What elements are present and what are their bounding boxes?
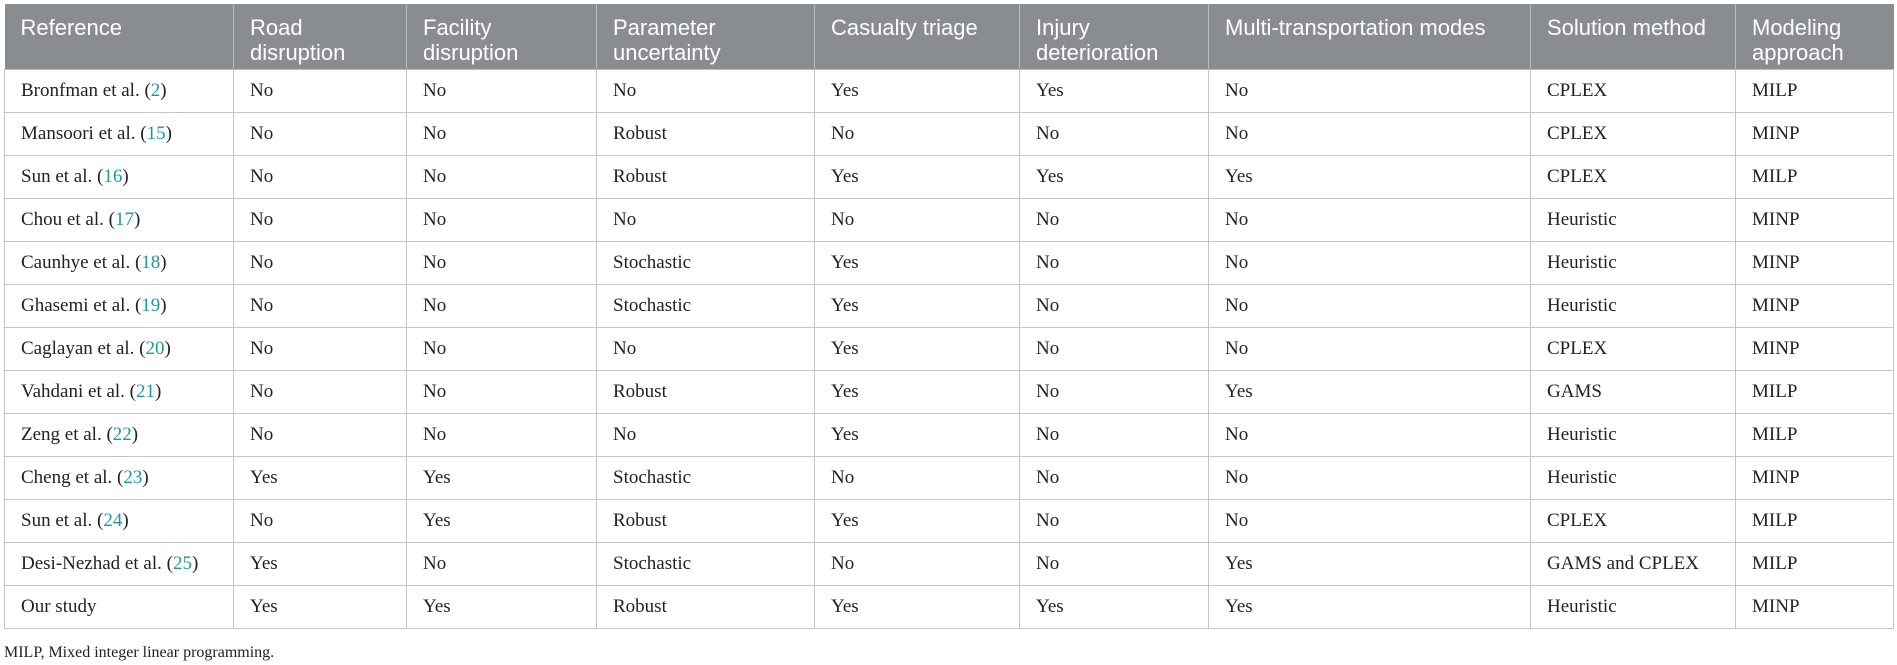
cell-solution-method: CPLEX — [1531, 156, 1736, 199]
cell-multi-transportation-modes: No — [1209, 414, 1531, 457]
cell-road-disruption: No — [234, 113, 407, 156]
cell-injury-deterioration: No — [1020, 113, 1209, 156]
cell-solution-method: CPLEX — [1531, 70, 1736, 113]
cell-reference — [5, 70, 234, 113]
cell-modeling-approach: MILP — [1736, 156, 1894, 199]
cell-parameter-uncertainty: Stochastic — [597, 285, 815, 328]
cell-reference — [5, 414, 234, 457]
cell-road-disruption: No — [234, 156, 407, 199]
cell-road-disruption: No — [234, 285, 407, 328]
header-reference: Reference — [5, 4, 234, 70]
header-casualty-triage: Casualty triage — [815, 4, 1020, 70]
reference-author: Cheng et al. ( — [21, 467, 124, 488]
cell-reference — [5, 371, 234, 414]
citation-link[interactable]: 23 — [123, 467, 143, 488]
cell-modeling-approach: MINP — [1736, 457, 1894, 500]
cell-multi-transportation-modes: Yes — [1209, 156, 1531, 199]
cell-multi-transportation-modes: No — [1209, 500, 1531, 543]
cell-parameter-uncertainty: No — [597, 199, 815, 242]
cell-casualty-triage: Yes — [815, 242, 1020, 285]
reference-paren-close: ) — [133, 209, 141, 230]
cell-injury-deterioration: No — [1020, 414, 1209, 457]
cell-reference — [5, 156, 234, 199]
reference-paren-close: ) — [122, 510, 129, 531]
cell-facility-disruption: No — [407, 371, 597, 414]
cell-reference — [5, 199, 234, 242]
reference-paren-close: ) — [155, 381, 162, 402]
cell-facility-disruption: No — [407, 156, 597, 199]
cell-injury-deterioration: No — [1020, 285, 1209, 328]
cell-solution-method: CPLEX — [1531, 328, 1736, 371]
reference-author: Caunhye et al. ( — [21, 252, 142, 273]
table-row — [5, 328, 1894, 371]
cell-parameter-uncertainty: Robust — [597, 586, 815, 629]
cell-parameter-uncertainty: Robust — [597, 113, 815, 156]
cell-road-disruption: No — [234, 500, 407, 543]
cell-facility-disruption: No — [407, 543, 597, 586]
header-multi-transportation-modes: Multi-transportation modes — [1209, 4, 1531, 70]
cell-parameter-uncertainty: Robust — [597, 500, 815, 543]
reference-author: Mansoori et al. ( — [21, 123, 147, 144]
cell-road-disruption: No — [234, 328, 407, 371]
cell-facility-disruption: No — [407, 199, 597, 242]
cell-modeling-approach: MILP — [1736, 414, 1894, 457]
cell-multi-transportation-modes: No — [1209, 242, 1531, 285]
reference-author: Vahdani et al. ( — [21, 381, 137, 402]
cell-parameter-uncertainty: Robust — [597, 371, 815, 414]
cell-facility-disruption: Yes — [407, 586, 597, 629]
cell-facility-disruption: No — [407, 113, 597, 156]
cell-injury-deterioration: No — [1020, 457, 1209, 500]
cell-parameter-uncertainty: Robust — [597, 156, 815, 199]
reference-paren-close: ) — [160, 295, 167, 316]
cell-solution-method: Heuristic — [1531, 457, 1736, 500]
table-row — [5, 457, 1894, 500]
cell-modeling-approach: MILP — [1736, 500, 1894, 543]
cell-multi-transportation-modes: No — [1209, 285, 1531, 328]
cell-injury-deterioration: Yes — [1020, 70, 1209, 113]
cell-reference — [5, 543, 234, 586]
cell-modeling-approach: MINP — [1736, 199, 1894, 242]
cell-casualty-triage: Yes — [815, 414, 1020, 457]
cell-multi-transportation-modes: No — [1209, 328, 1531, 371]
reference-author: Sun et al. ( — [21, 166, 104, 187]
cell-casualty-triage: Yes — [815, 328, 1020, 371]
cell-injury-deterioration: No — [1020, 199, 1209, 242]
cell-facility-disruption: No — [407, 414, 597, 457]
citation-link[interactable]: 17 — [114, 209, 134, 230]
cell-road-disruption: No — [234, 199, 407, 242]
table-row — [5, 242, 1894, 285]
citation-link[interactable]: 21 — [136, 381, 156, 402]
cell-reference — [5, 285, 234, 328]
cell-multi-transportation-modes: No — [1209, 70, 1531, 113]
cell-casualty-triage: Yes — [815, 70, 1020, 113]
cell-modeling-approach: MILP — [1736, 70, 1894, 113]
table-row — [5, 371, 1894, 414]
header-solution-method: Solution method — [1531, 4, 1736, 70]
cell-casualty-triage: No — [815, 543, 1020, 586]
cell-multi-transportation-modes: No — [1209, 113, 1531, 156]
cell-injury-deterioration: No — [1020, 500, 1209, 543]
citation-link[interactable]: 25 — [172, 553, 192, 574]
cell-facility-disruption: No — [407, 328, 597, 371]
table-row — [5, 414, 1894, 457]
cell-casualty-triage: Yes — [815, 586, 1020, 629]
reference-paren-close: ) — [142, 467, 149, 488]
citation-link[interactable]: 2 — [150, 80, 161, 101]
cell-multi-transportation-modes: No — [1209, 457, 1531, 500]
reference-paren-close: ) — [160, 80, 167, 101]
citation-link[interactable]: 24 — [103, 510, 123, 531]
table-row — [5, 543, 1894, 586]
cell-solution-method: CPLEX — [1531, 500, 1736, 543]
cell-solution-method: Heuristic — [1531, 285, 1736, 328]
cell-facility-disruption: No — [407, 242, 597, 285]
cell-injury-deterioration: No — [1020, 328, 1209, 371]
reference-author: Zeng et al. ( — [21, 424, 113, 445]
reference-paren-close: ) — [191, 553, 199, 574]
table-row — [5, 113, 1894, 156]
cell-multi-transportation-modes: Yes — [1209, 371, 1531, 414]
cell-modeling-approach: MINP — [1736, 586, 1894, 629]
cell-injury-deterioration: No — [1020, 371, 1209, 414]
reference-paren-close: ) — [165, 123, 172, 144]
cell-casualty-triage: Yes — [815, 156, 1020, 199]
cell-parameter-uncertainty: Stochastic — [597, 543, 815, 586]
cell-solution-method: CPLEX — [1531, 113, 1736, 156]
table-footnote: MILP, Mixed integer linear programming. — [4, 644, 275, 661]
comparison-table — [4, 4, 1894, 629]
cell-solution-method: Heuristic — [1531, 199, 1736, 242]
cell-solution-method: Heuristic — [1531, 242, 1736, 285]
header-row — [5, 4, 1894, 70]
cell-road-disruption: Yes — [234, 457, 407, 500]
cell-injury-deterioration: Yes — [1020, 586, 1209, 629]
cell-modeling-approach: MILP — [1736, 543, 1894, 586]
citation-link[interactable]: 20 — [145, 338, 165, 359]
cell-road-disruption: No — [234, 371, 407, 414]
cell-modeling-approach: MINP — [1736, 113, 1894, 156]
cell-parameter-uncertainty: No — [597, 414, 815, 457]
cell-road-disruption: No — [234, 414, 407, 457]
header-facility-disruption: Facility disruption — [407, 4, 597, 70]
cell-injury-deterioration: Yes — [1020, 156, 1209, 199]
cell-parameter-uncertainty: No — [597, 70, 815, 113]
citation-link[interactable]: 19 — [141, 295, 161, 316]
citation-link[interactable]: 15 — [146, 123, 166, 144]
table-row — [5, 70, 1894, 113]
cell-modeling-approach: MINP — [1736, 285, 1894, 328]
cell-road-disruption: Yes — [234, 543, 407, 586]
table-row — [5, 156, 1894, 199]
reference-author: Our study — [21, 596, 97, 617]
cell-parameter-uncertainty: Stochastic — [597, 242, 815, 285]
header-injury-deterioration: Injury deterioration — [1020, 4, 1209, 70]
cell-road-disruption: No — [234, 242, 407, 285]
cell-modeling-approach: MILP — [1736, 371, 1894, 414]
reference-paren-close: ) — [122, 166, 129, 187]
cell-casualty-triage: No — [815, 457, 1020, 500]
citation-link[interactable]: 22 — [112, 424, 132, 445]
cell-reference — [5, 242, 234, 285]
cell-solution-method: GAMS and CPLEX — [1531, 543, 1736, 586]
cell-solution-method: Heuristic — [1531, 586, 1736, 629]
cell-road-disruption: Yes — [234, 586, 407, 629]
reference-paren-close: ) — [131, 424, 139, 445]
reference-paren-close: ) — [164, 338, 171, 359]
reference-author: Caglayan et al. ( — [21, 338, 146, 359]
cell-modeling-approach: MINP — [1736, 328, 1894, 371]
cell-reference — [5, 113, 234, 156]
cell-reference — [5, 586, 234, 629]
cell-multi-transportation-modes: Yes — [1209, 586, 1531, 629]
cell-reference — [5, 457, 234, 500]
reference-author: Desi-Nezhad et al. ( — [21, 553, 173, 574]
header-road-disruption: Road disruption — [234, 4, 407, 70]
cell-facility-disruption: Yes — [407, 457, 597, 500]
cell-facility-disruption: No — [407, 285, 597, 328]
cell-casualty-triage: Yes — [815, 371, 1020, 414]
cell-casualty-triage: No — [815, 199, 1020, 242]
citation-link[interactable]: 18 — [141, 252, 161, 273]
cell-casualty-triage: Yes — [815, 285, 1020, 328]
table-body — [5, 70, 1894, 629]
cell-multi-transportation-modes: No — [1209, 199, 1531, 242]
cell-solution-method: Heuristic — [1531, 414, 1736, 457]
header-modeling-approach: Modeling approach — [1736, 4, 1894, 70]
table-row — [5, 285, 1894, 328]
reference-author: Bronfman et al. ( — [21, 80, 151, 101]
cell-reference — [5, 500, 234, 543]
table-row — [5, 586, 1894, 629]
cell-reference — [5, 328, 234, 371]
citation-link[interactable]: 16 — [103, 166, 123, 187]
cell-modeling-approach: MINP — [1736, 242, 1894, 285]
cell-facility-disruption: Yes — [407, 500, 597, 543]
reference-author: Chou et al. ( — [21, 209, 115, 230]
cell-injury-deterioration: No — [1020, 543, 1209, 586]
table-row — [5, 199, 1894, 242]
reference-author: Sun et al. ( — [21, 510, 104, 531]
cell-parameter-uncertainty: Stochastic — [597, 457, 815, 500]
cell-casualty-triage: Yes — [815, 500, 1020, 543]
cell-injury-deterioration: No — [1020, 242, 1209, 285]
cell-parameter-uncertainty: No — [597, 328, 815, 371]
cell-road-disruption: No — [234, 70, 407, 113]
cell-multi-transportation-modes: Yes — [1209, 543, 1531, 586]
cell-casualty-triage: No — [815, 113, 1020, 156]
header-parameter-uncertainty: Parameter uncertainty — [597, 4, 815, 70]
reference-author: Ghasemi et al. ( — [21, 295, 142, 316]
table-row — [5, 500, 1894, 543]
cell-facility-disruption: No — [407, 70, 597, 113]
cell-solution-method: GAMS — [1531, 371, 1736, 414]
comparison-table-container — [4, 4, 1893, 629]
reference-paren-close: ) — [160, 252, 167, 273]
